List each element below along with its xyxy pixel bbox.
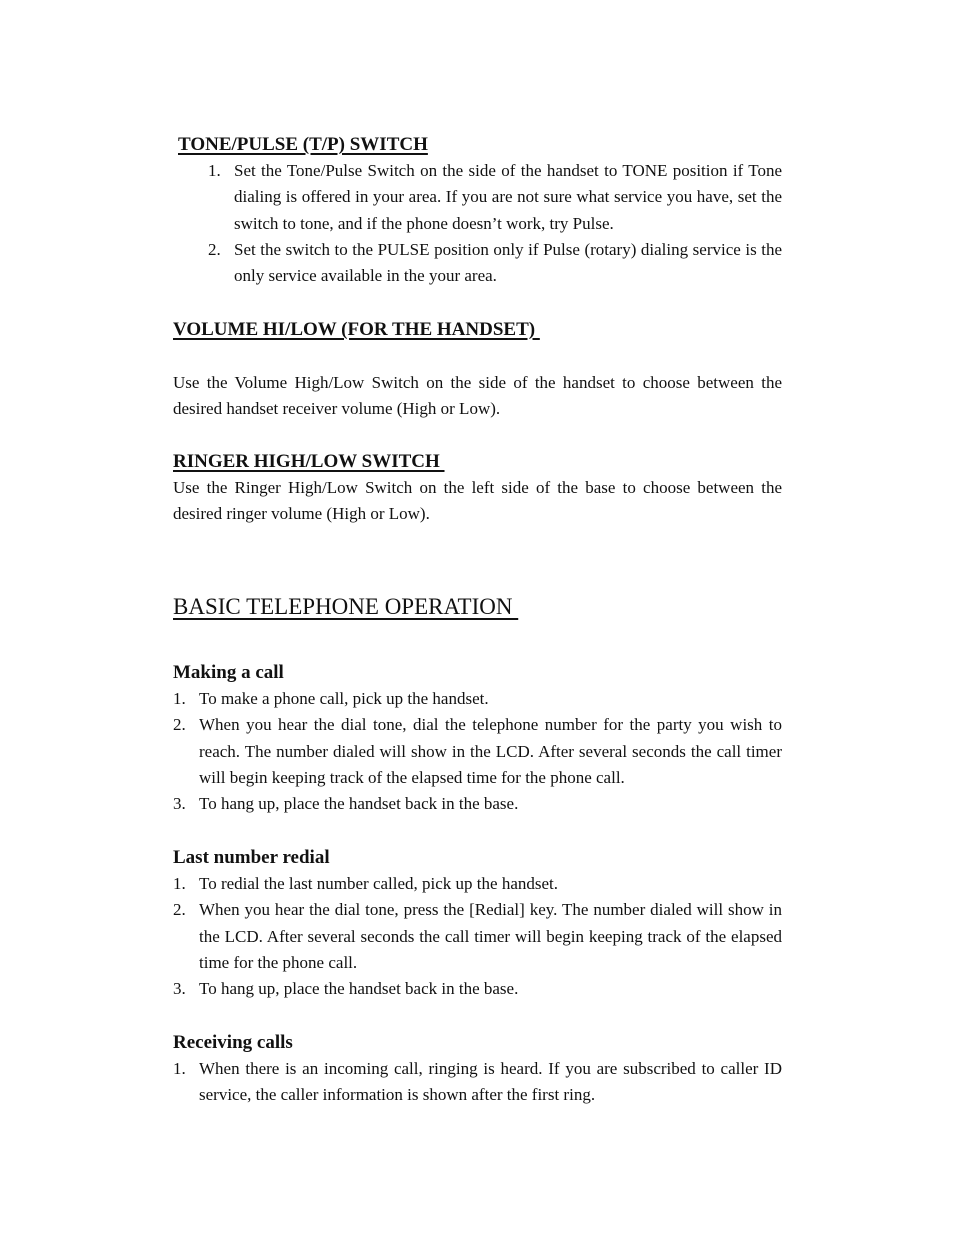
list-item (173, 871, 782, 897)
list-item-number: 1. (173, 689, 186, 708)
list-item-text: Set the Tone/Pulse Switch on the side of the handset to TONE position if Tone dialing is offered in your area. If you are not sure what service you have, set the switch to tone, and if the phone doesn’t work, try Pulse. (234, 161, 782, 233)
list-item-number: 1. (173, 874, 186, 893)
list-item-number: 2. (173, 715, 186, 735)
list-item (173, 712, 782, 791)
ringer-heading: RINGER HIGH/LOW SWITCH (173, 451, 445, 472)
ringer-paragraph: Use the Ringer High/Low Switch on the left side of the base to choose between the desired ringer volume (High or Low). (173, 478, 782, 524)
list-item-text: Set the switch to the PULSE position only if Pulse (rotary) dialing service is the only service available in the your area. (234, 239, 782, 286)
list-item-text: When there is an incoming call, ringing is heard. If you are subscribed to caller ID service, the caller information is shown after the first ring. (199, 1059, 782, 1105)
list-item (208, 237, 782, 290)
list-item-number: 1. (173, 1059, 186, 1078)
list-item (173, 976, 782, 1002)
list-item-number: 3. (173, 794, 186, 814)
making-call-list (173, 686, 782, 817)
list-item-number: 1. (208, 161, 221, 180)
making-call-heading: Making a call (173, 662, 284, 683)
volume-heading: VOLUME HI/LOW (FOR THE HANDSET) (173, 319, 540, 340)
list-item (173, 897, 782, 976)
list-item-number: 3. (173, 979, 186, 999)
list-item-text: To make a phone call, pick up the handset. (199, 689, 489, 708)
list-item-text: To hang up, place the handset back in the base. (199, 979, 519, 999)
list-item-number: 2. (208, 239, 221, 259)
list-item-text: When you hear the dial tone, dial the telephone number for the party you wish to reach. The number dialed will show in the LCD. After several seconds the call timer will begin keeping track of the elapsed time for the phone call. (199, 715, 782, 787)
list-item-text: To hang up, place the handset back in the base. (199, 794, 519, 814)
list-item (173, 1056, 782, 1109)
list-item (208, 158, 782, 237)
list-item-text: To redial the last number called, pick up the handset. (199, 874, 559, 893)
redial-heading: Last number redial (173, 847, 330, 868)
list-item (173, 686, 782, 712)
redial-list (173, 871, 782, 1002)
basic-operation-heading: BASIC TELEPHONE OPERATION (173, 594, 519, 619)
receiving-list (173, 1056, 782, 1109)
list-item (173, 791, 782, 817)
tone-pulse-heading: TONE/PULSE (T/P) SWITCH (178, 134, 428, 155)
list-item-text: When you hear the dial tone, press the [Redial] key. The number dialed will show in the LCD. After several seconds the call timer will begin keeping track of the elapsed time for the phone call. (199, 900, 782, 972)
volume-paragraph: Use the Volume High/Low Switch on the side of the handset to choose between the desired handset receiver volume (High or Low). (173, 373, 782, 419)
receiving-heading: Receiving calls (173, 1032, 293, 1053)
list-item-number: 2. (173, 900, 186, 920)
tone-pulse-list (208, 158, 782, 289)
